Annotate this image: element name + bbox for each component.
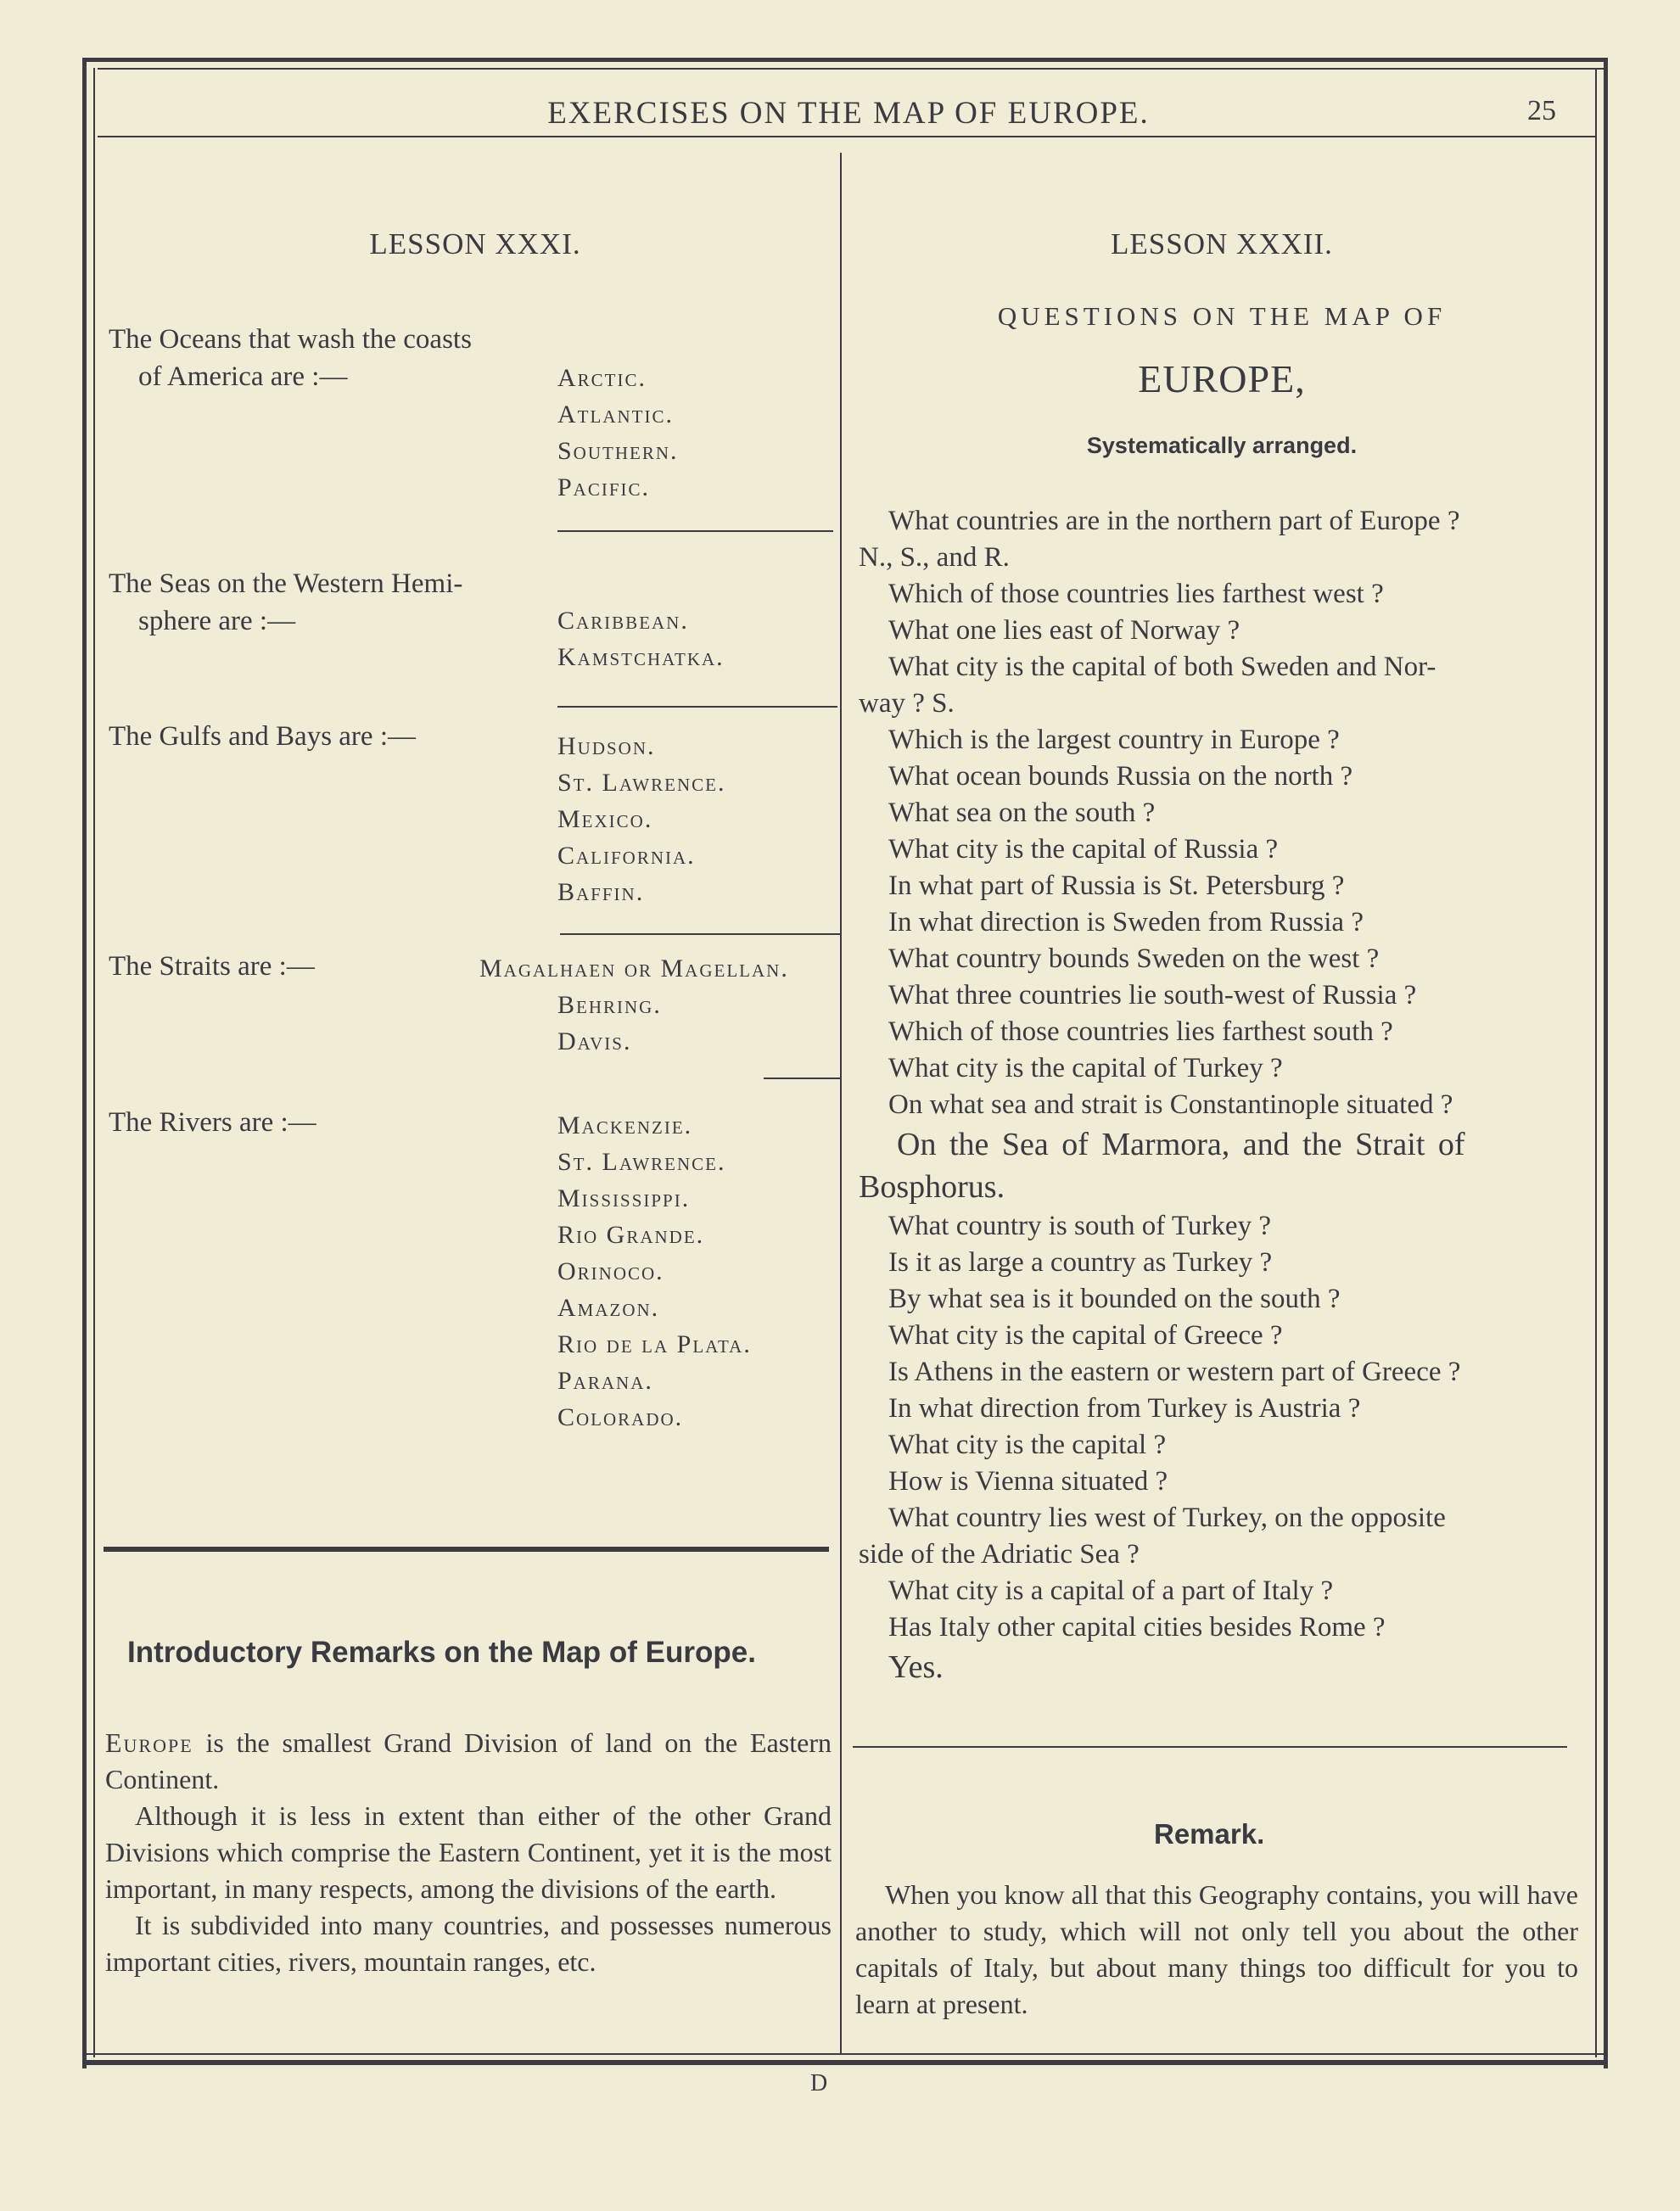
question-line: Is it as large a country as Turkey ? (888, 1247, 1273, 1278)
left-border-thick (82, 58, 87, 2068)
list-item: Colorado. (557, 1403, 684, 1431)
answer-line: Bosphorus. (859, 1169, 1005, 1205)
question-line: Which of those countries lies farthest south ? (888, 1016, 1393, 1047)
bottom-border-thin (82, 2053, 1608, 2055)
top-border-thick (82, 58, 1608, 62)
question-line: In what direction from Turkey is Austria ? (888, 1393, 1361, 1424)
straits-label: The Straits are :— (109, 951, 315, 982)
list-item: Mississippi. (557, 1184, 691, 1212)
question-line: What city is the capital ? (888, 1430, 1167, 1460)
question-line: What ocean bounds Russia on the north ? (888, 761, 1353, 792)
seas-list (557, 602, 725, 675)
seas-label: The Seas on the Western Hemi- sphere are :— (109, 568, 463, 636)
list-item: Hudson. (557, 732, 656, 760)
list-item: Davis. (557, 1027, 632, 1055)
list-item: Orinoco. (557, 1257, 664, 1285)
question-line: What city is the capital of Russia ? (888, 834, 1279, 865)
question-list (859, 503, 1583, 1688)
intro-remarks-body: Europe is the smallest Grand Division of land on the Eastern Continent. Although it is less in extent than either of the other Grand Divisions which comprise the Eastern Continent, yet it is the most important, in many respects, among the divisions of the earth. It is subdivided into many countries, and possesses numerous important cities, rivers, mountain ranges, etc. (105, 1727, 832, 1977)
list-item: Mackenzie. (557, 1111, 693, 1139)
right-border-thin (1595, 68, 1597, 2057)
remark-body: When you know all that this Geography contains, you will have another to study, which will not only tell you about the other capitals of Italy, but about many things too difficult for you to learn at present. (855, 1879, 1578, 2019)
question-line: What city is the capital of both Sweden and Nor- (888, 652, 1436, 682)
remark-separator (853, 1746, 1567, 1748)
europe-heading: EUROPE, (1138, 357, 1306, 400)
answer-line: Yes. (888, 1649, 944, 1685)
section-separator (104, 1547, 829, 1552)
question-line: Which is the largest country in Europe ? (888, 725, 1340, 755)
list-item: Rio Grande. (557, 1221, 705, 1249)
list-item: St. Lawrence. (557, 1148, 726, 1176)
list-item: Pacific. (557, 473, 651, 501)
questions-heading: QUESTIONS ON THE MAP OF (997, 301, 1447, 331)
group-divider (560, 933, 840, 935)
group-divider (557, 530, 833, 532)
signature-mark: D (810, 2070, 828, 2096)
list-item: Magalhaen or Magellan. (479, 954, 789, 982)
oceans-list (557, 360, 679, 506)
question-line: What one lies east of Norway ? (888, 615, 1240, 646)
intro-remarks-title: Introductory Remarks on the Map of Europe. (127, 1636, 756, 1669)
systematic-subheading: Systematically arranged. (1086, 433, 1358, 458)
answer-line: On the Sea of Marmora, and the Strait of (897, 1127, 1465, 1162)
lesson-32-title: LESSON XXXII. (1111, 227, 1333, 260)
rivers-label: The Rivers are :— (109, 1107, 316, 1138)
question-line: What country bounds Sweden on the west ? (888, 943, 1380, 974)
question-line: What city is a capital of a part of Italy ? (888, 1576, 1334, 1606)
list-item: St. Lawrence. (557, 769, 726, 797)
lesson-31-title: LESSON XXXI. (369, 227, 581, 260)
question-line: In what direction is Sweden from Russia ? (888, 907, 1364, 938)
question-line: Which of those countries lies farthest west ? (888, 579, 1384, 609)
question-line: What three countries lie south-west of Russia ? (888, 980, 1417, 1010)
gulfs-label: The Gulfs and Bays are :— (109, 721, 416, 752)
question-line: What country is south of Turkey ? (888, 1211, 1271, 1241)
list-item: Parana. (557, 1367, 653, 1395)
question-line: What city is the capital of Greece ? (888, 1320, 1283, 1351)
list-item: Southern. (557, 437, 679, 465)
rivers-list (557, 1107, 752, 1436)
list-item: Atlantic. (557, 400, 674, 428)
header-underline (98, 136, 1595, 137)
right-border-thick (1604, 58, 1608, 2068)
list-item: Amazon. (557, 1294, 660, 1322)
list-item: Baffin. (557, 878, 645, 906)
list-item: Caribbean. (557, 607, 689, 635)
question-line: In what part of Russia is St. Petersburg ? (888, 870, 1345, 901)
list-item: Mexico. (557, 805, 653, 833)
europe-lead-word: Europe (105, 1727, 193, 1758)
group-divider (557, 706, 837, 708)
question-line: way ? S. (859, 688, 955, 719)
question-line: How is Vienna situated ? (888, 1466, 1168, 1497)
question-line: What country lies west of Turkey, on the opposite (888, 1503, 1446, 1533)
page-number: 25 (1527, 95, 1556, 126)
question-line: What sea on the south ? (888, 798, 1156, 828)
top-border-thin (98, 68, 1608, 70)
list-item: Rio de la Plata. (557, 1330, 752, 1358)
column-divider (840, 153, 842, 2053)
question-line: Is Athens in the eastern or western part of Greece ? (888, 1357, 1461, 1387)
group-divider (764, 1078, 840, 1079)
question-line: What city is the capital of Turkey ? (888, 1053, 1283, 1083)
list-item: California. (557, 842, 696, 870)
question-line: N., S., and R. (859, 542, 1010, 573)
oceans-label: The Oceans that wash the coasts of America are :— (109, 324, 472, 392)
question-line: side of the Adriatic Sea ? (859, 1539, 1140, 1570)
question-line: Has Italy other capital cities besides Rome ? (888, 1612, 1386, 1643)
straits-list (479, 950, 789, 1060)
question-line: What countries are in the northern part of Europe ? (888, 506, 1460, 536)
question-line: On what sea and strait is Constantinople situated ? (888, 1089, 1453, 1120)
question-line: By what sea is it bounded on the south ? (888, 1284, 1341, 1314)
list-item: Behring. (557, 991, 662, 1019)
bottom-border-thick (82, 2060, 1608, 2065)
page-header-title: EXERCISES ON THE MAP OF EUROPE. (547, 96, 1150, 131)
remark-title: Remark. (1154, 1818, 1265, 1850)
list-item: Kamstchatka. (557, 643, 725, 671)
left-border-thin (93, 68, 95, 2057)
list-item: Arctic. (557, 364, 647, 392)
gulfs-list (557, 728, 725, 910)
